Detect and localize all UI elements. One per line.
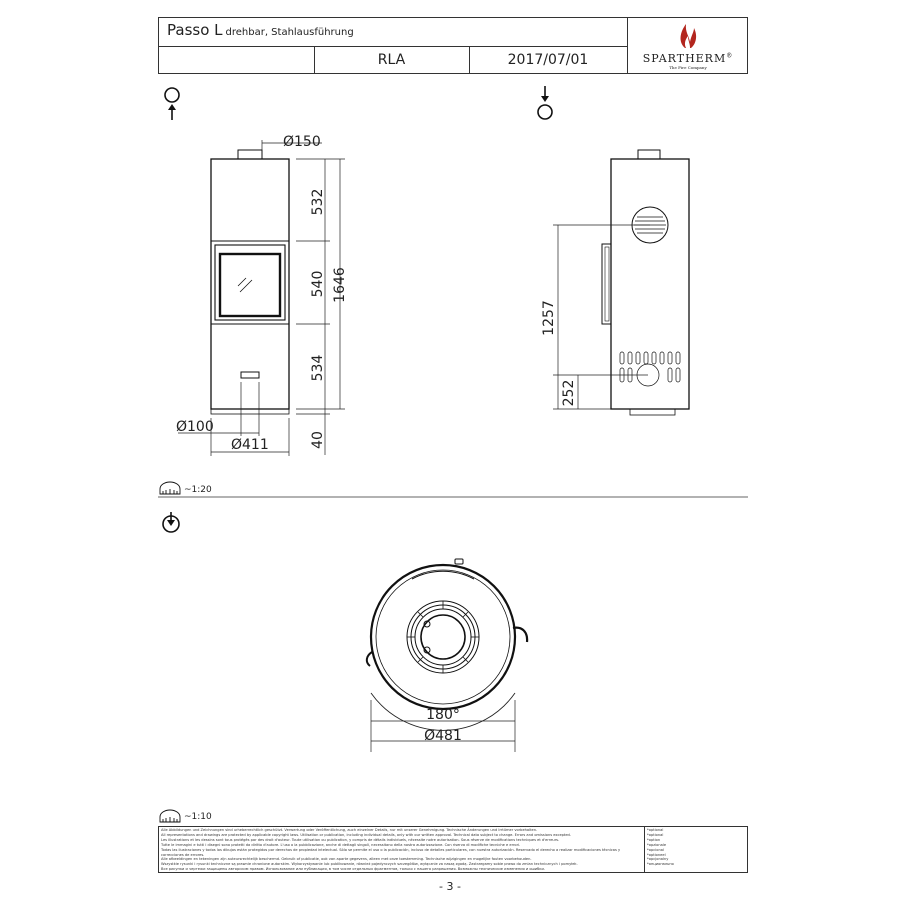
air-vent-grille <box>620 352 680 386</box>
legal-line: Todas las ilustraciones y todos los dibujos están protegidos por derechos de propiedad intelectual. Sólo se permite el uso o la publicación, incluso de detalles particulares, con nuestra autorización. Reservado el derecho a realizar modificaciones técnicas y correcciones de errores. <box>161 847 621 857</box>
flue-outlet <box>421 615 465 659</box>
optional-label: *optioneel <box>647 852 666 857</box>
product-variant: drehbar, Stahlausführung <box>225 27 354 38</box>
logo-wordmark: SPARTHERM® <box>642 52 734 65</box>
optional-label: *опционально <box>647 862 674 867</box>
flue-collar-side <box>638 150 660 159</box>
foot <box>211 409 289 414</box>
dim-feet: 40 <box>310 431 326 449</box>
legal-line: Les illustrations et les dessins sont tous protégés par des droit d'auteur. Toute utilisation ou publication, y compris de détails individuels, nécessite notre autorisation. Sous réserve de modifications techniques et d'erreurs. <box>161 837 560 842</box>
top-diameter-label: Ø481 <box>424 728 462 744</box>
legal-divider <box>644 827 645 872</box>
dim-flue-height: 1257 <box>541 300 557 336</box>
front-view <box>211 150 289 414</box>
side-door-handle <box>602 244 611 324</box>
product-name-main: Passo L <box>167 21 223 39</box>
scale-top-view: ~1:10 <box>184 812 212 822</box>
legal-line: Alle Abbildungen und Zeichnungen sind urheberrechtlich geschützt. Verwertung oder Veröffentlichung, auch einzelner Details, nur mit unserer Genehmigung. Technische Änderungen und Irrtümer vorbehalten. <box>161 828 538 832</box>
combustion-chamber <box>407 601 479 673</box>
scale-ruler-icon <box>160 482 180 494</box>
optional-label: *optional <box>647 832 664 837</box>
flue-collar <box>238 150 262 159</box>
dim-lower-section: 534 <box>310 354 326 382</box>
air-inlet <box>241 372 259 378</box>
dim-total-height: 1646 <box>332 267 348 303</box>
optional-label: *opcjonalny <box>647 857 669 862</box>
rotation-angle-label: 180° <box>426 707 460 723</box>
legal-line: Wszystkie rysunki i rysunki techniczne są prawnie chronione autorskim. Wykorzystywanie lub publikowanie, również pojedynczych szczegółów, wyłącznie za naszą zgodą. Zastrzegamy sobie prawo do zmian technicznych i pomyłek. <box>161 862 578 867</box>
top-view-icon <box>163 512 179 532</box>
dim-firebox: 540 <box>310 270 326 298</box>
side-view-icon <box>538 86 552 119</box>
registered-mark: ® <box>726 52 734 60</box>
revision-date: 2017/07/01 <box>507 52 589 68</box>
flue-tab <box>455 559 463 564</box>
top-view <box>367 559 527 709</box>
legal-line: Все рисунки и чертежи защищены авторским правом. Использование или публикация, в том числе отдельных фрагментов, только с нашего разрешения. Возможны технические изменения и ошибки. <box>161 867 546 872</box>
door-arc <box>412 571 474 579</box>
model-code: RLA <box>377 52 406 68</box>
flue-diameter-label: Ø150 <box>283 134 321 150</box>
front-view-icon <box>165 88 179 120</box>
optional-label: *option <box>647 837 661 842</box>
legal-line: Alle afbeeldingen en tekeningen zijn auteursrechtelijk beschermd. Gebruik of publicatie, ook van aparte gegevens, alleen met onze toestemming. Technische wijzigingen en mogelijke fouten voorbehouden. <box>161 857 532 862</box>
air-inlet-diameter-label: Ø100 <box>176 419 214 435</box>
logo-tagline: The Fire Company <box>669 65 707 70</box>
legal-text <box>161 828 641 872</box>
optional-label: *opcional <box>647 847 664 852</box>
legal-notice <box>158 826 748 873</box>
stove-body-side <box>611 159 689 409</box>
legal-line: All representations and drawings are protected by applicable copyright laws. Utilisation or publication, including individual details, only with our written approval. Technical data subject to change. Errors and omissions excepted. <box>161 832 571 837</box>
foot-side <box>630 409 675 415</box>
optional-label: *opzionale <box>647 842 667 847</box>
width-diameter-label: Ø411 <box>231 437 269 453</box>
dim-air-height: 252 <box>561 379 577 407</box>
outer-body-circle <box>371 565 515 709</box>
optional-label: *optional <box>647 828 664 832</box>
legal-line: Tutte le immagini e tutti i disegni sono protetti da diritto d'autore. L'uso o la pubblicazione, anche di dettagli singoli, necessitano della nostra autorizzazione. Con riserva di modifiche tecniche e errori. <box>161 842 521 847</box>
dim-top-section: 532 <box>310 188 326 216</box>
scale-ruler-icon <box>160 810 180 822</box>
scale-side-views: ~1:20 <box>184 485 212 495</box>
optional-column <box>647 828 745 867</box>
page-number: - 3 - <box>439 880 461 893</box>
